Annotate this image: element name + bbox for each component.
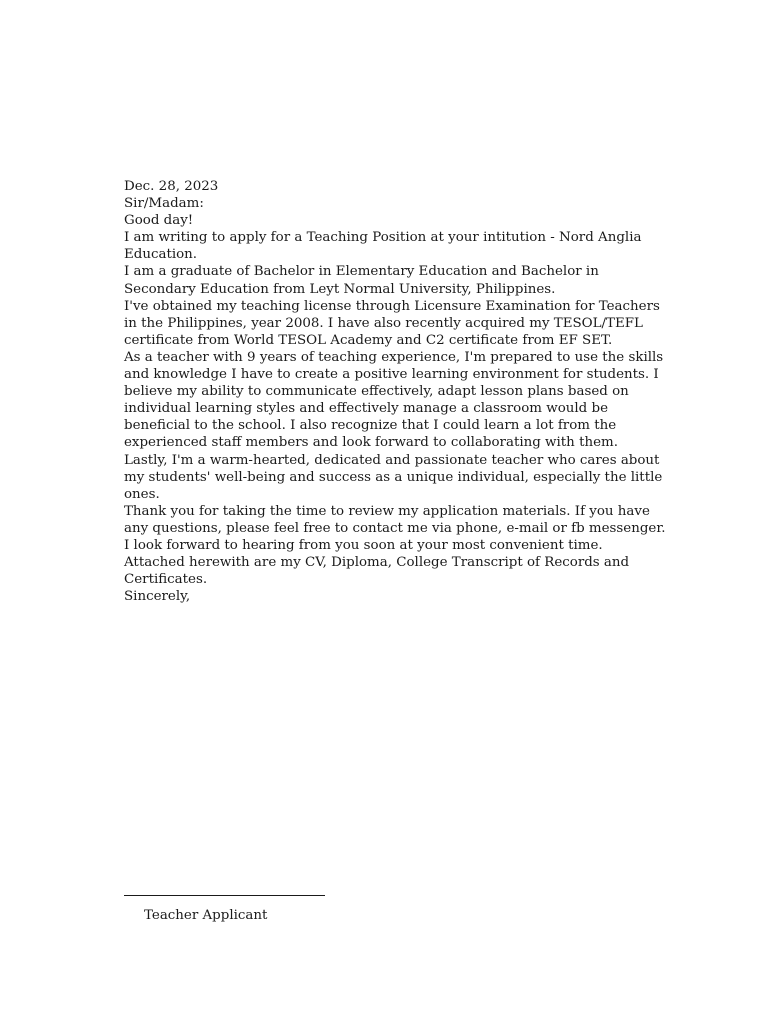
letter-closing: Sincerely, bbox=[124, 589, 191, 605]
paragraph-intent: I am writing to apply for a Teaching Position at your intitution - Nord Anglia Education. bbox=[124, 230, 642, 263]
paragraph-license: I've obtained my teaching license through Licensure Examination for Teachers in the Philippines, year 2008. I have also recently acquired my TESOL/TEFL certificate from World TESOL Academy and C2 certificate from EF SET. bbox=[124, 298, 660, 348]
paragraph-attachments: Attached herewith are my CV, Diploma, College Transcript of Records and Certificates. bbox=[124, 555, 630, 588]
signature-line bbox=[124, 895, 325, 896]
paragraph-experience: As a teacher with 9 years of teaching experience, I'm prepared to use the skills and knowledge I have to create a positive learning environment for students. I believe my ability to communicate effectively, adapt lesson plans based on individual learning styles and effectively manage a classroom would be beneficial to the school. I also recognize that I could learn a lot from the experienced staff members and look forward to collaborating with them. bbox=[124, 349, 664, 451]
signer-title: Teacher Applicant bbox=[144, 908, 268, 923]
paragraph-personality: Lastly, I'm a warm-hearted, dedicated and passionate teacher who cares about my students' well-being and success as a unique individual, especially the little ones. bbox=[124, 452, 663, 502]
paragraph-education: I am a graduate of Bachelor in Elementary Education and Bachelor in Secondary Education from Leyt Normal University, Philippines. bbox=[124, 264, 599, 297]
letter-date: Dec. 28, 2023 bbox=[124, 179, 219, 194]
letter-salutation: Sir/Madam: bbox=[124, 196, 204, 212]
letter-body bbox=[124, 178, 669, 605]
letter-greeting: Good day! bbox=[124, 213, 194, 229]
paragraph-thanks: Thank you for taking the time to review my application materials. If you have any questions, please feel free to contact me via phone, e-mail or fb messenger. I look forward to hearing from you soon at your most convenient time. bbox=[124, 503, 666, 553]
